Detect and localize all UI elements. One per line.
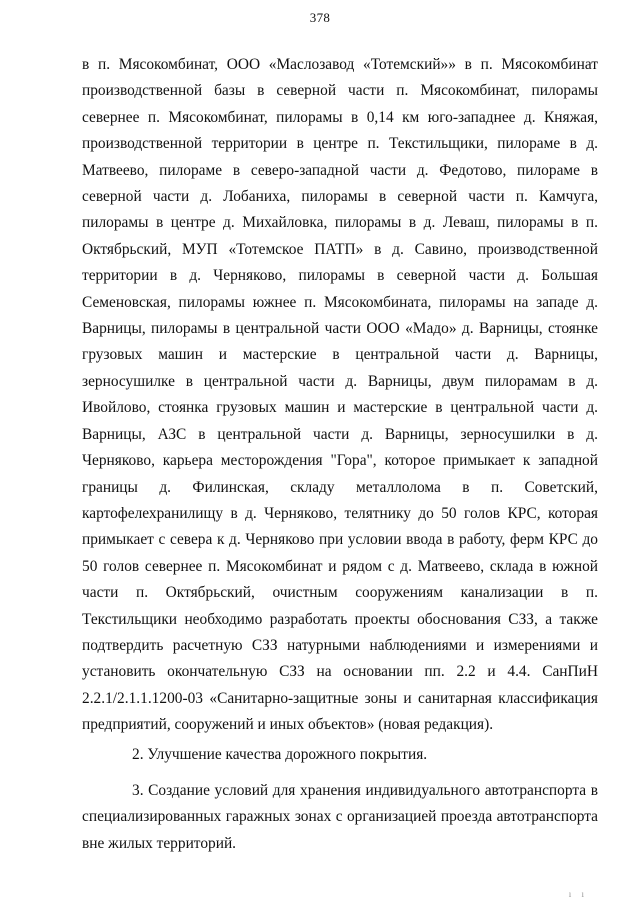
- document-body: [82, 52, 598, 857]
- page-number: 378: [309, 10, 331, 25]
- main-paragraph: в п. Мясокомбинат, ООО «Маслозавод «Тотемский»» в п. Мясокомбинат производственной базы в северной части п. Мясокомбинат, пилорамы севернее п. Мясокомбинат, пилорамы в 0,14 км юго-западнее д. Княжая, производственной территории в центре п. Текстильщики, пилораме в д. Матвеево, пилораме в северо-западной части д. Федотово, пилораме в северной части д. Лобаниха, пилорамы в северной части п. Камчуга, пилорамы в центре д. Михайловка, пилорамы в д. Леваш, пилорамы в п. Октябрьский, МУП «Тотемское ПАТП» в д. Савино, производственной территории в д. Черняково, пилорамы в северной части д. Большая Семеновская, пилорамы южнее п. Мясокомбината, пилорамы на западе д. Варницы, пилорамы в центральной части ООО «Мадо» д. Варницы, стоянке грузовых машин и мастерские в центральной части д. Варницы, зерносушилке в центральной части д. Варницы, двум пилорамам в д. Ивойлово, стоянка грузовых машин и мастерские в центральной части д. Варницы, АЗС в центральной части д. Варницы, зерносушилки в д. Черняково, карьера месторождения "Гора", которое примыкает к западной границы д. Филинская, складу металлолома в п. Советский, картофелехранилищу в д. Черняково, телятнику до 50 голов КРС, которая примыкает с севера к д. Черняково при условии ввода в работу, ферм КРС до 50 голов севернее п. Мясокомбинат и рядом с д. Матвеево, склада в южной части п. Октябрьский, очистным сооружениям канализации в п. Текстильщики необходимо разработать проекты обоснования СЗЗ, а также подтвердить расчетную СЗЗ натурными наблюдениями и измерениями и установить окончательную СЗЗ на основании пп. 2.2 и 4.4. СанПиН 2.2.1/2.1.1.1200-03 «Санитарно-защитные зоны и санитарная классификация предприятий, сооружений и иных объектов» (новая редакция).: [82, 56, 598, 734]
- list-item-road-improvement: 2. Улучшение качества дорожного покрытия.: [132, 745, 428, 763]
- scan-corner-mark: ı ı: [568, 889, 588, 899]
- list-item-garage-zones: 3. Создание условий для хранения индивидуального автотранспорта в специализированных гаражных зонах с организацией проезда автотранспорта вне жилых территорий.: [82, 781, 598, 852]
